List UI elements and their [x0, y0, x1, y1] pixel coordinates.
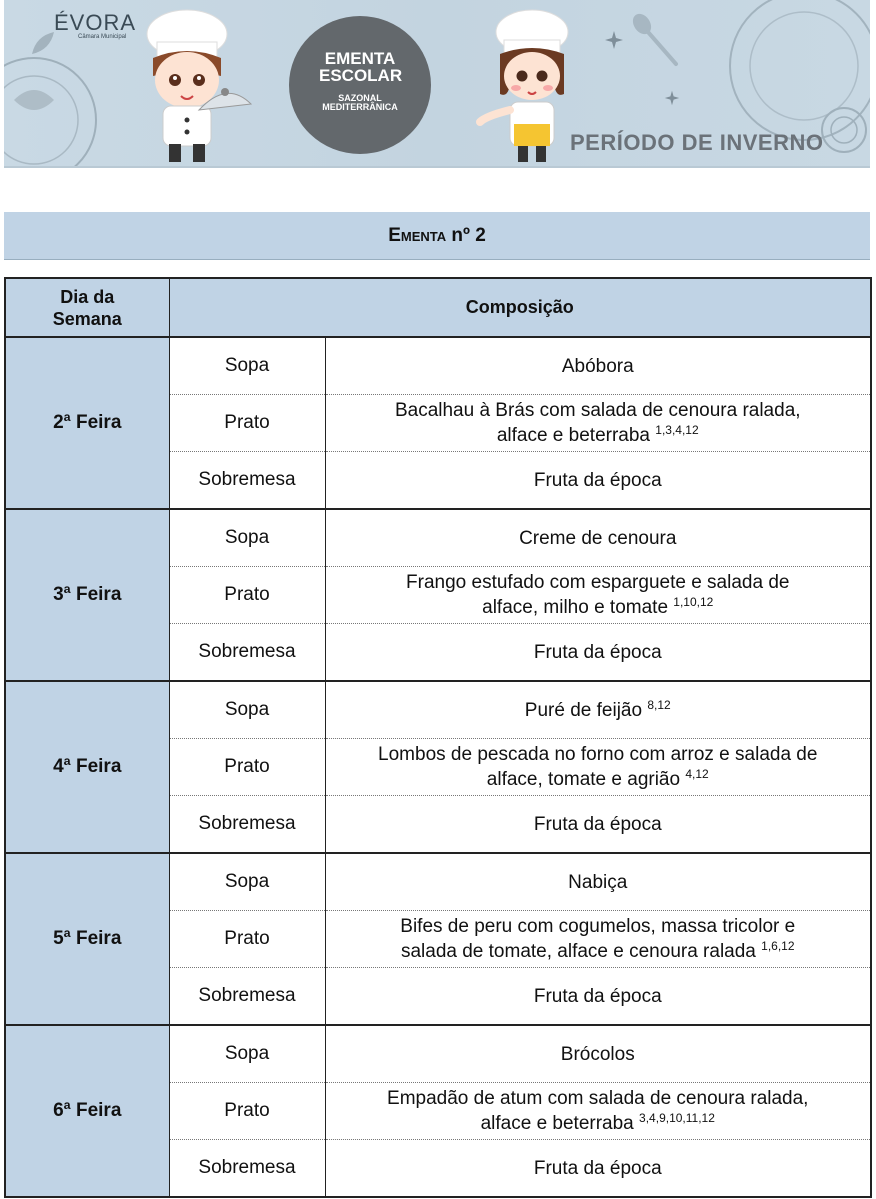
allergen-codes: 4,12	[685, 767, 709, 781]
dish-cell	[325, 395, 871, 452]
star-icon	[604, 30, 624, 50]
dish-text: Bifes de peru com cogumelos, massa tricolor e salada de tomate, alface e cenoura ralada	[400, 916, 796, 962]
seal-subtitle: SAZONAL MEDITERRÂNICA	[322, 93, 398, 112]
star-icon	[664, 90, 680, 106]
dish-cell	[325, 1140, 871, 1198]
dish-text: Brócolos	[560, 1043, 635, 1065]
dish-cell	[325, 911, 871, 968]
course-cell: Sobremesa	[169, 624, 325, 682]
dish-cell	[325, 681, 871, 739]
weekday-cell: 2ª Feira	[5, 337, 169, 509]
table-row	[5, 337, 871, 395]
dish-text: Frango estufado com esparguete e salada de alface, milho e tomate	[406, 572, 790, 618]
course-cell: Prato	[169, 1083, 325, 1140]
course-cell: Sobremesa	[169, 1140, 325, 1198]
menu-title-label: Ementa	[388, 224, 447, 246]
dish-text: Puré de feijão	[524, 699, 643, 721]
weekday-cell: 6ª Feira	[5, 1025, 169, 1197]
logo-subtext: Câmara Municipal	[78, 34, 127, 40]
chef-boy-illustration	[129, 6, 259, 164]
seal-title: EMENTA ESCOLAR	[319, 49, 403, 85]
dish-text: Bacalhau à Brás com salada de cenoura ralada, alface e beterraba	[394, 400, 801, 446]
menu-title-number: nº 2	[451, 224, 486, 246]
dish-text: Creme de cenoura	[519, 527, 677, 549]
dish-cell	[325, 337, 871, 395]
course-cell: Prato	[169, 395, 325, 452]
dish-text: Fruta da época	[533, 985, 662, 1007]
course-cell: Sopa	[169, 853, 325, 911]
menu-table-body	[5, 337, 871, 1197]
dish-text: Fruta da época	[533, 641, 662, 663]
period-label: PERÍODO DE INVERNO	[570, 130, 824, 155]
allergen-codes: 1,6,12	[761, 939, 795, 953]
course-cell: Prato	[169, 567, 325, 624]
weekday-cell: 5ª Feira	[5, 853, 169, 1025]
banner-divider	[4, 166, 870, 168]
dish-cell	[325, 968, 871, 1026]
table-row	[5, 509, 871, 567]
plate-illustration-left	[4, 40, 124, 166]
ementa-escolar-seal	[289, 16, 431, 154]
logo-text: ÉVORA	[54, 10, 137, 35]
dish-text: Abóbora	[561, 355, 634, 377]
course-cell: Sopa	[169, 681, 325, 739]
allergen-codes: 8,12	[647, 697, 671, 712]
table-row	[5, 681, 871, 739]
spoon-icon	[624, 10, 684, 70]
evora-logo	[54, 10, 136, 40]
course-cell: Sobremesa	[169, 796, 325, 854]
dish-cell	[325, 567, 871, 624]
table-row	[5, 853, 871, 911]
table-row	[5, 1025, 871, 1083]
chef-girl-illustration	[474, 6, 584, 164]
dish-cell	[325, 739, 871, 796]
course-cell: Sopa	[169, 337, 325, 395]
allergen-codes: 1,10,12	[673, 595, 714, 609]
dish-text: Fruta da época	[533, 469, 662, 491]
table-header-row	[5, 278, 871, 337]
menu-title	[4, 212, 870, 260]
course-cell: Sopa	[169, 509, 325, 567]
course-cell: Prato	[169, 739, 325, 796]
header-day: Dia da Semana	[5, 278, 169, 337]
dish-cell	[325, 624, 871, 682]
allergen-codes: 1,3,4,12	[655, 423, 699, 437]
dish-text: Nabiça	[568, 871, 628, 893]
dish-cell	[325, 509, 871, 567]
dish-cell	[325, 1025, 871, 1083]
course-cell: Sobremesa	[169, 968, 325, 1026]
dish-text: Empadão de atum com salada de cenoura ralada, alface e beterraba	[387, 1088, 809, 1134]
course-cell: Prato	[169, 911, 325, 968]
allergen-codes: 3,4,9,10,11,12	[639, 1111, 715, 1125]
course-cell: Sopa	[169, 1025, 325, 1083]
weekday-cell: 4ª Feira	[5, 681, 169, 853]
dish-cell	[325, 1083, 871, 1140]
weekday-cell: 3ª Feira	[5, 509, 169, 681]
dish-cell	[325, 853, 871, 911]
menu-table	[4, 277, 872, 1198]
dish-text: Lombos de pescada no forno com arroz e salada de alface, tomate e agrião	[378, 744, 818, 790]
dish-cell	[325, 796, 871, 854]
header-composition: Composição	[169, 278, 871, 337]
course-cell: Sobremesa	[169, 452, 325, 510]
header-banner	[4, 0, 870, 166]
dish-cell	[325, 452, 871, 510]
dish-text: Fruta da época	[533, 813, 662, 835]
dish-text: Fruta da época	[533, 1157, 662, 1179]
